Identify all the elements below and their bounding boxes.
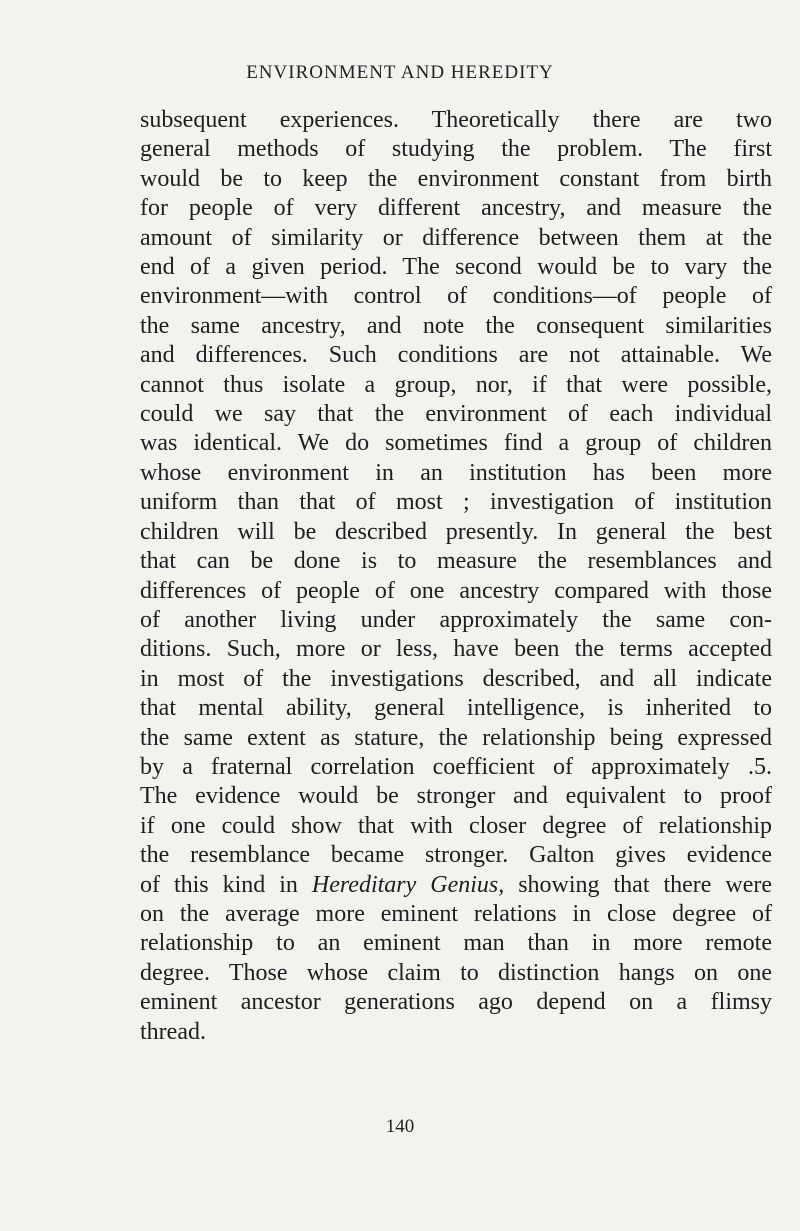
text-line: eminent ancestor generations ago depend on a flimsy [140, 989, 772, 1016]
text-line: the same extent as stature, the relationship being expressed [140, 724, 772, 751]
text-line: subsequent experiences. Theoretically there are two [140, 107, 772, 133]
text-line: of another living under approximately the same con- [140, 606, 772, 633]
text-line: the resemblance became stronger. Galton gives evidence [140, 842, 772, 869]
text-line: The evidence would be stronger and equivalent to proof [140, 783, 772, 810]
text-line: general methods of studying the problem. The first [140, 136, 772, 163]
text-line: that mental ability, general intelligence, is inherited to [140, 695, 772, 722]
text-line: degree. Those whose claim to distinction hangs on one [140, 959, 772, 986]
text-line-with-title [140, 871, 772, 900]
text-line: ditions. Such, more or less, have been the terms accepted [140, 636, 772, 663]
text-line: in most of the investigations described, and all indicate [140, 665, 772, 692]
text-line: amount of similarity or difference between them at the [140, 224, 772, 251]
text-segment: of this kind in [140, 871, 312, 898]
text-line: was identical. We do sometimes find a group of children [140, 430, 772, 457]
text-line: thread. [140, 1018, 206, 1045]
body-paragraph [140, 106, 772, 1047]
text-line: if one could show that with closer degree of relationship [140, 812, 772, 839]
running-head: ENVIRONMENT AND HEREDITY [246, 62, 554, 83]
text-line: could we say that the environment of each individual [140, 401, 772, 428]
text-line: whose environment in an institution has been more [140, 459, 772, 486]
text-line: for people of very different ancestry, and measure the [140, 195, 772, 222]
page-number: 140 [385, 1116, 415, 1137]
text-segment: showing that there were [504, 871, 773, 898]
text-line: environment—with control of conditions—of people of [140, 283, 772, 310]
text-line: that can be done is to measure the resemblances and [140, 548, 772, 575]
text-line: and differences. Such conditions are not attainable. We [140, 342, 772, 369]
text-line: relationship to an eminent man than in more remote [140, 930, 772, 957]
text-line: would be to keep the environment constant from birth [140, 165, 772, 192]
text-line: on the average more eminent relations in close degree of [140, 900, 772, 927]
text-line: the same ancestry, and note the consequent similarities [140, 312, 772, 339]
text-line: children will be described presently. In general the best [140, 518, 772, 545]
book-title-hereditary-genius: Hereditary Genius, [311, 871, 505, 898]
text-line: cannot thus isolate a group, nor, if that were possible, [140, 371, 772, 398]
text-line: differences of people of one ancestry compared with those [140, 577, 772, 604]
text-line: by a fraternal correlation coefficient of approximately .5. [140, 753, 772, 780]
text-line: end of a given period. The second would be to vary the [140, 254, 772, 281]
text-line: uniform than that of most ; investigation of institution [140, 489, 772, 516]
